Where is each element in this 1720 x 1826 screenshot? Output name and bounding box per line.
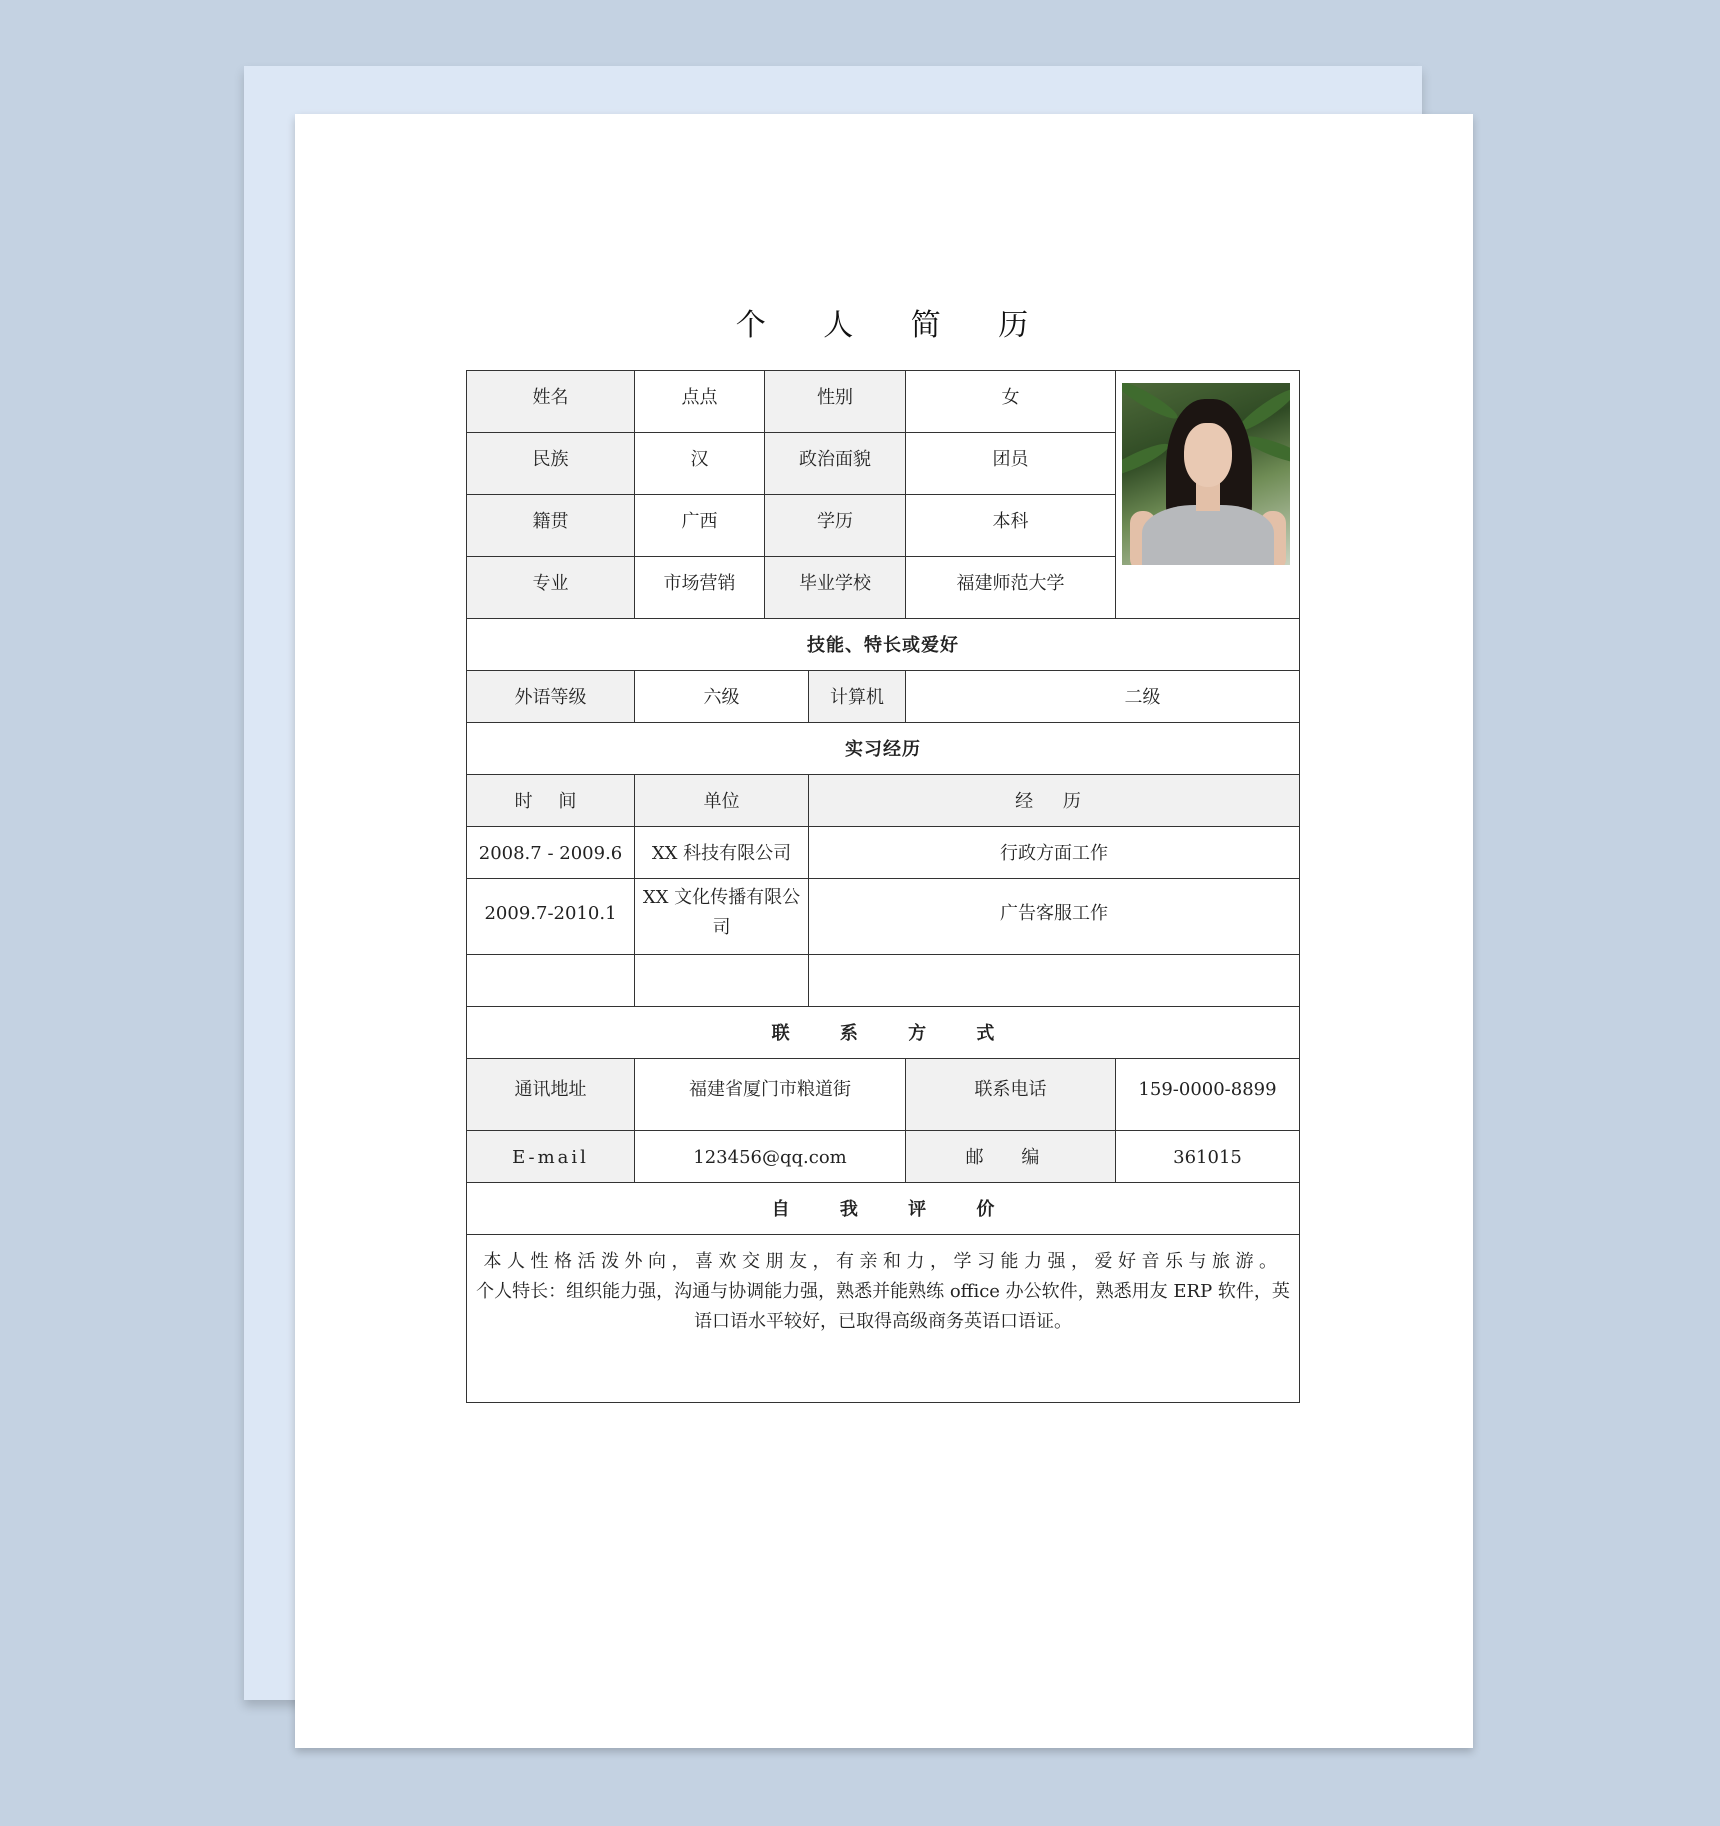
skills-heading: 技能、特长或爱好 — [467, 619, 1300, 671]
ethnicity-label: 民族 — [467, 433, 635, 495]
resume-table — [466, 370, 1300, 1403]
ethnicity-value: 汉 — [635, 433, 765, 495]
education-label: 学历 — [765, 495, 906, 557]
language-label: 外语等级 — [467, 671, 635, 723]
major-label: 专业 — [467, 557, 635, 619]
col-time-header: 时 间 — [467, 775, 635, 827]
email-label: E-mail — [467, 1131, 635, 1183]
native-label: 籍贯 — [467, 495, 635, 557]
resume-title: 个 人 简 历 — [735, 308, 1053, 343]
gender-value: 女 — [906, 371, 1116, 433]
computer-label: 计算机 — [809, 671, 906, 723]
internship-unit: XX 科技有限公司 — [635, 827, 809, 879]
contact-heading: 联 系 方 式 — [467, 1007, 1300, 1059]
email-value: 123456@qq.com — [635, 1131, 906, 1183]
col-experience-header: 经 历 — [809, 775, 1300, 827]
profile-photo — [1122, 383, 1290, 565]
phone-label: 联系电话 — [906, 1059, 1116, 1131]
school-label: 毕业学校 — [765, 557, 906, 619]
photo-cell — [1116, 371, 1300, 619]
internship-time: 2008.7 - 2009.6 — [467, 827, 635, 879]
internship-row — [467, 827, 1300, 879]
phone-value: 159-0000-8899 — [1116, 1059, 1300, 1131]
internship-experience: 广告客服工作 — [809, 879, 1300, 955]
evaluation-heading: 自 我 评 价 — [467, 1183, 1300, 1235]
school-value: 福建师范大学 — [906, 557, 1116, 619]
internship-row — [467, 879, 1300, 955]
native-value: 广西 — [635, 495, 765, 557]
internship-experience: 行政方面工作 — [809, 827, 1300, 879]
name-value: 点点 — [635, 371, 765, 433]
address-value: 福建省厦门市粮道街 — [635, 1059, 906, 1131]
internship-unit: XX 文化传播有限公司 — [635, 879, 809, 955]
address-label: 通讯地址 — [467, 1059, 635, 1131]
col-unit-header: 单位 — [635, 775, 809, 827]
education-value: 本科 — [906, 495, 1116, 557]
major-value: 市场营销 — [635, 557, 765, 619]
gender-label: 性别 — [765, 371, 906, 433]
postcode-label: 邮 编 — [906, 1131, 1116, 1183]
computer-value: 二级 — [906, 671, 1300, 723]
language-value: 六级 — [635, 671, 809, 723]
name-label: 姓名 — [467, 371, 635, 433]
evaluation-line: 本人性格活泼外向，喜欢交朋友，有亲和力，学习能力强，爱好音乐与旅游。 — [483, 1251, 1283, 1272]
evaluation-content — [467, 1235, 1300, 1403]
empty-cell — [809, 955, 1300, 1007]
internship-empty-row — [467, 955, 1300, 1007]
evaluation-line: 个人特长：组织能力强，沟通与协调能力强，熟悉并能熟练 office 办公软件，熟悉用友 ERP 软件，英语口语水平较好，已取得高级商务英语口语证。 — [476, 1281, 1290, 1332]
internship-heading: 实习经历 — [467, 723, 1300, 775]
empty-cell — [635, 955, 809, 1007]
political-label: 政治面貌 — [765, 433, 906, 495]
postcode-value: 361015 — [1116, 1131, 1300, 1183]
empty-cell — [467, 955, 635, 1007]
political-value: 团员 — [906, 433, 1116, 495]
internship-time: 2009.7-2010.1 — [467, 879, 635, 955]
